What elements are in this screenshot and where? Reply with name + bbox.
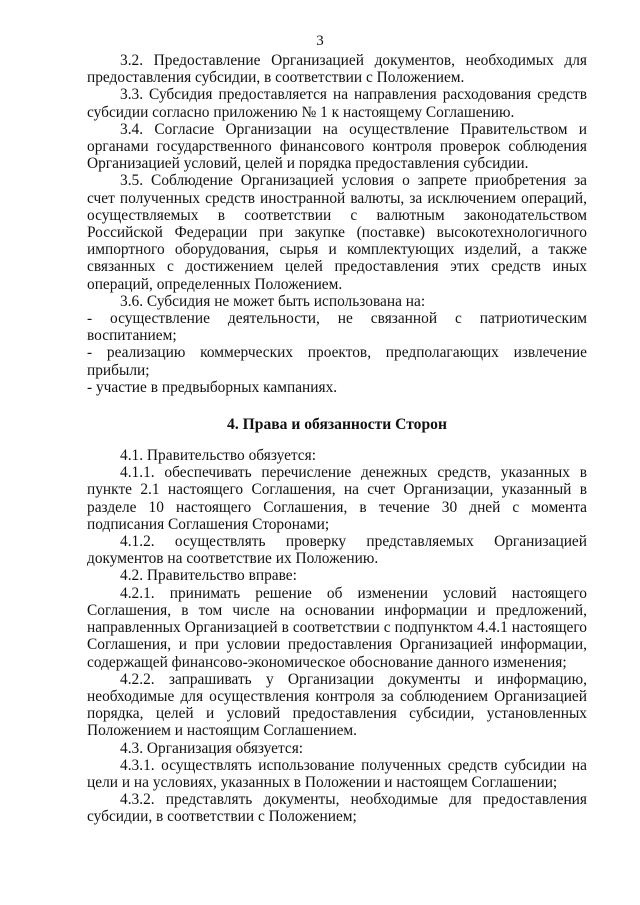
paragraph-3-6: 3.6. Субсидия не может быть использована на: [120, 292, 426, 310]
paragraph-4-1: 4.1. Правительство обязуется: [120, 447, 316, 465]
list-item-elections: - участие в предвыборных кампаниях. [87, 378, 338, 396]
section-heading: 4. Права и обязанности Сторон [227, 416, 447, 434]
paragraph-3-3: 3.3. Субсидия предоставляется на направления расходования средств субсидии согласно приложению № 1 к настоящему Соглашению. [87, 86, 587, 121]
list-item-patriotic: - осуществление деятельности, не связанной с патриотическим воспитанием; [87, 310, 587, 345]
page-number: 3 [316, 33, 324, 49]
paragraph-4-1-1: 4.1.1. обеспечивать перечисление денежных средств, указанных в пункте 2.1 настоящего Соглашения, на счет Организации, указанный в разделе 10 настоящего Соглашения, в течение 30 дней с момента подписания Соглашения Сторонами; [87, 464, 587, 533]
paragraph-3-4: 3.4. Согласие Организации на осуществление Правительством и органами государственного финансового контроля проверок соблюдения Организацией условий, целей и порядка предоставления субсидии. [87, 120, 587, 173]
paragraph-3-5: 3.5. Соблюдение Организацией условия о запрете приобретения за счет полученных средств иностранной валюты, за исключением операций, осуществляемых в соответствии с валютным законодательством Российской Федерации при закупке (поставке) высокотехнологичного импортного оборудования, сырья и комплектующих изделий, а также связанных с достижением целей предоставления этих средств иных операций, определенных Положением. [87, 172, 587, 293]
paragraph-4-2-1: 4.2.1. принимать решение об изменении условий настоящего Соглашения, в том числе на основании информации и предложений, направленных Организацией в соответствии с подпунктом 4.4.1 настоящего Соглашения, и при условии предоставления Организацией информации, содержащей финансово-экономическое обоснование данного изменения; [87, 584, 587, 671]
paragraph-4-1-2: 4.1.2. осуществлять проверку представляемых Организацией документов на соответствие их Положению. [87, 533, 587, 568]
paragraph-4-3-2: 4.3.2. представлять документы, необходимые для предоставления субсидии, в соответствии с Положением; [87, 791, 587, 826]
paragraph-4-3-1: 4.3.1. осуществлять использование полученных средств субсидии на цели и на условиях, указанных в Положении и настоящем Соглашении; [87, 756, 587, 791]
paragraph-4-2-2: 4.2.2. запрашивать у Организации документы и информацию, необходимые для осуществления контроля за соблюдением Организацией порядка, целей и условий предоставления субсидии, установленных Положением и настоящим Соглашением. [87, 670, 587, 740]
list-item-commercial: - реализацию коммерческих проектов, предполагающих извлечение прибыли; [87, 344, 587, 379]
paragraph-4-2: 4.2. Правительство вправе: [120, 567, 297, 585]
paragraph-3-2: 3.2. Предоставление Организацией документов, необходимых для предоставления субсидии, в соответствии с Положением. [87, 52, 587, 87]
document-body [87, 52, 587, 826]
paragraph-4-3: 4.3. Организация обязуется: [120, 739, 304, 757]
